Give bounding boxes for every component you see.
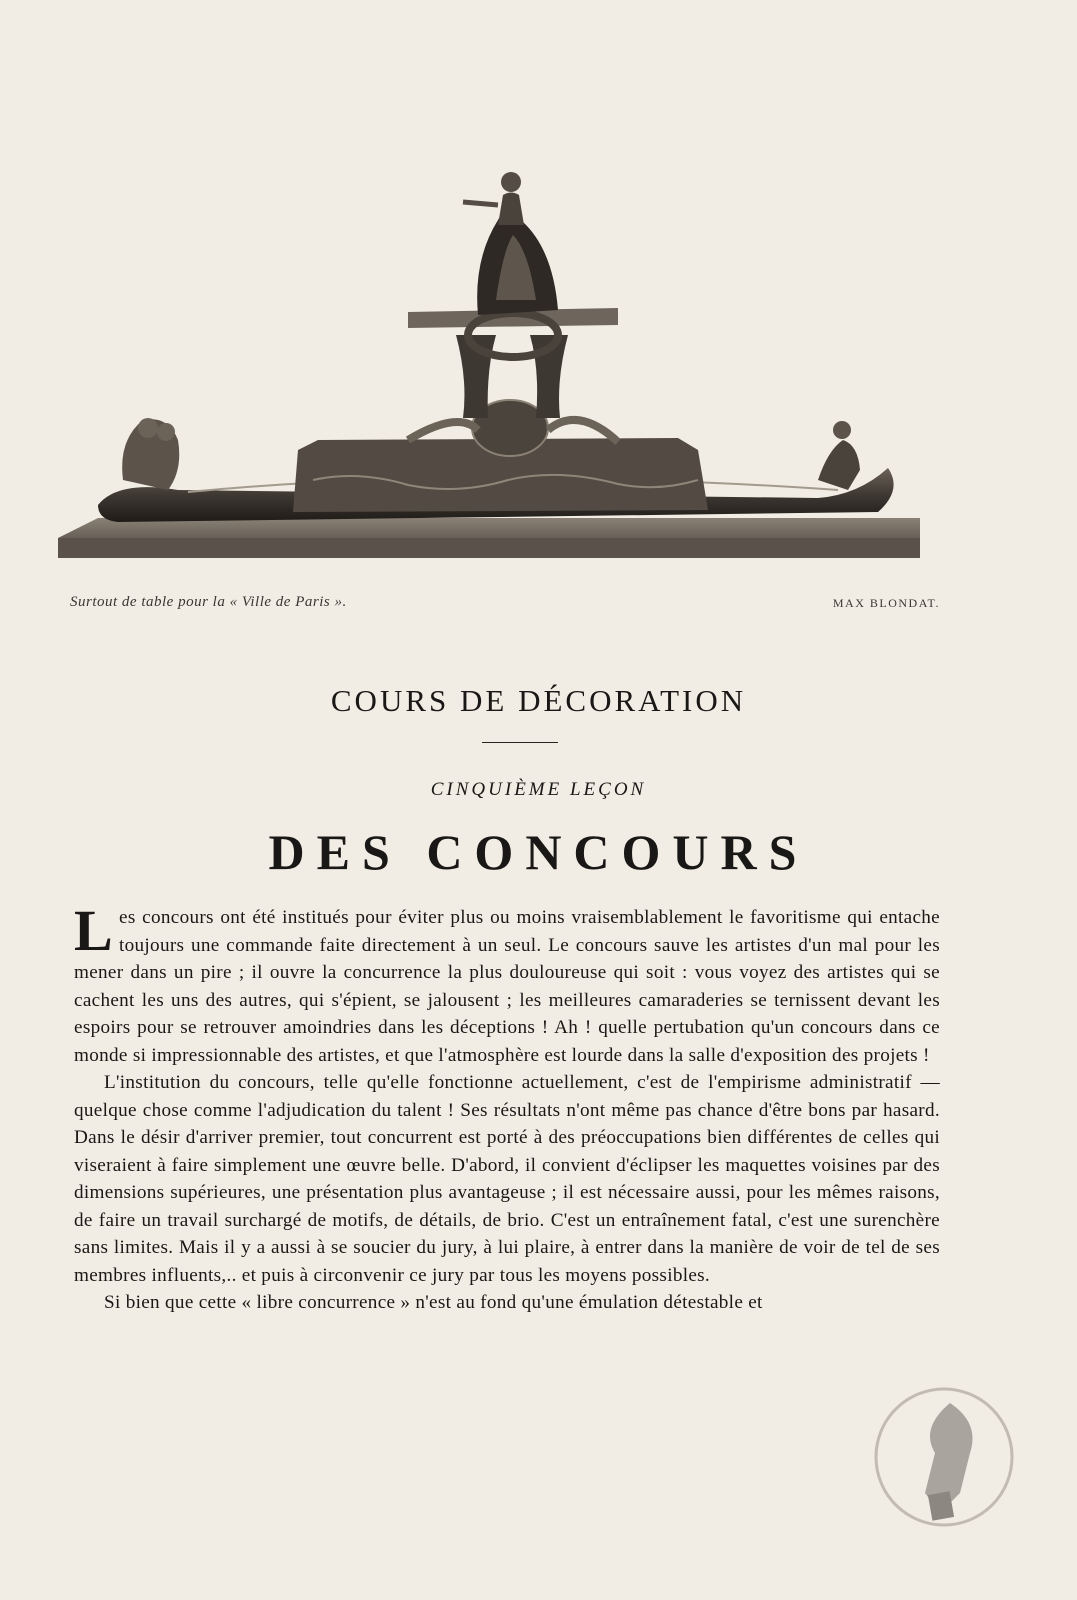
article-title: DES CONCOURS <box>268 824 809 880</box>
sculpture-photograph <box>58 150 940 570</box>
paragraph-2: L'institution du concours, telle qu'elle fonctionne actuellement, c'est de l'empirisme administratif — quelque chose comme l'adjudication du talent ! Ses résultats n'ont même pas chance d'être bons par hasard. Dans le désir d'arriver premier, tout concurrent est porté à des préoccupations bien différentes de celles qui viseraient à faire simplement une œuvre belle. D'abord, il convient d'éclipser les maquettes voisines par des dimensions supérieures, une présentation plus avantageuse ; il est nécessaire aussi, pour les mêmes raisons, de faire un travail surchargé de motifs, de détails, de brio. C'est un entraînement fatal, c'est une surenchère sans limites. Mais il y a aussi à se soucier du jury, à lui plaire, à entrer dans la manière de voir de tel de ses membres influents,.. et puis à circonvenir ce jury par tous les moyens possibles. <box>74 1072 940 1286</box>
sculpture-illustration <box>58 150 940 570</box>
drop-cap: L <box>74 898 113 963</box>
paragraph-3: Si bien que cette « libre concurrence » n'est au fond qu'une émulation détestable et <box>104 1292 763 1313</box>
caption-title: Surtout de table pour la « Ville de Paris ». <box>70 594 347 610</box>
title-divider <box>482 742 558 743</box>
paragraph-1-text: es concours ont été institués pour éviter plus ou moins vraisemblablement le favoritisme qui entache toujours une commande faite directement à un seul. Le concours sauve les artistes d'un mal pour les mener dans un pire ; il ouvre la concurrence la plus douloureuse qui soit : vous voyez des artistes qui se cachent les uns des autres, qui s'épient, se jalousent ; les meilleures camaraderies se ternissent devant les espoirs pour se retrouver amoindries dans les déceptions ! Ah ! quelle pertubation qu'un concours dans ce monde si impressionnable des artistes, et que l'atmosphère est lourde dans la salle d'exposition des projets ! <box>74 907 940 1066</box>
article-body <box>74 898 940 1317</box>
lesson-subtitle: CINQUIÈME LEÇON <box>430 779 647 800</box>
paragraph-1 <box>74 898 940 1069</box>
section-title: COURS DE DÉCORATION <box>330 683 747 718</box>
caption-artist: MAX BLONDAT. <box>832 596 940 610</box>
library-stamp-icon <box>870 1383 1018 1531</box>
